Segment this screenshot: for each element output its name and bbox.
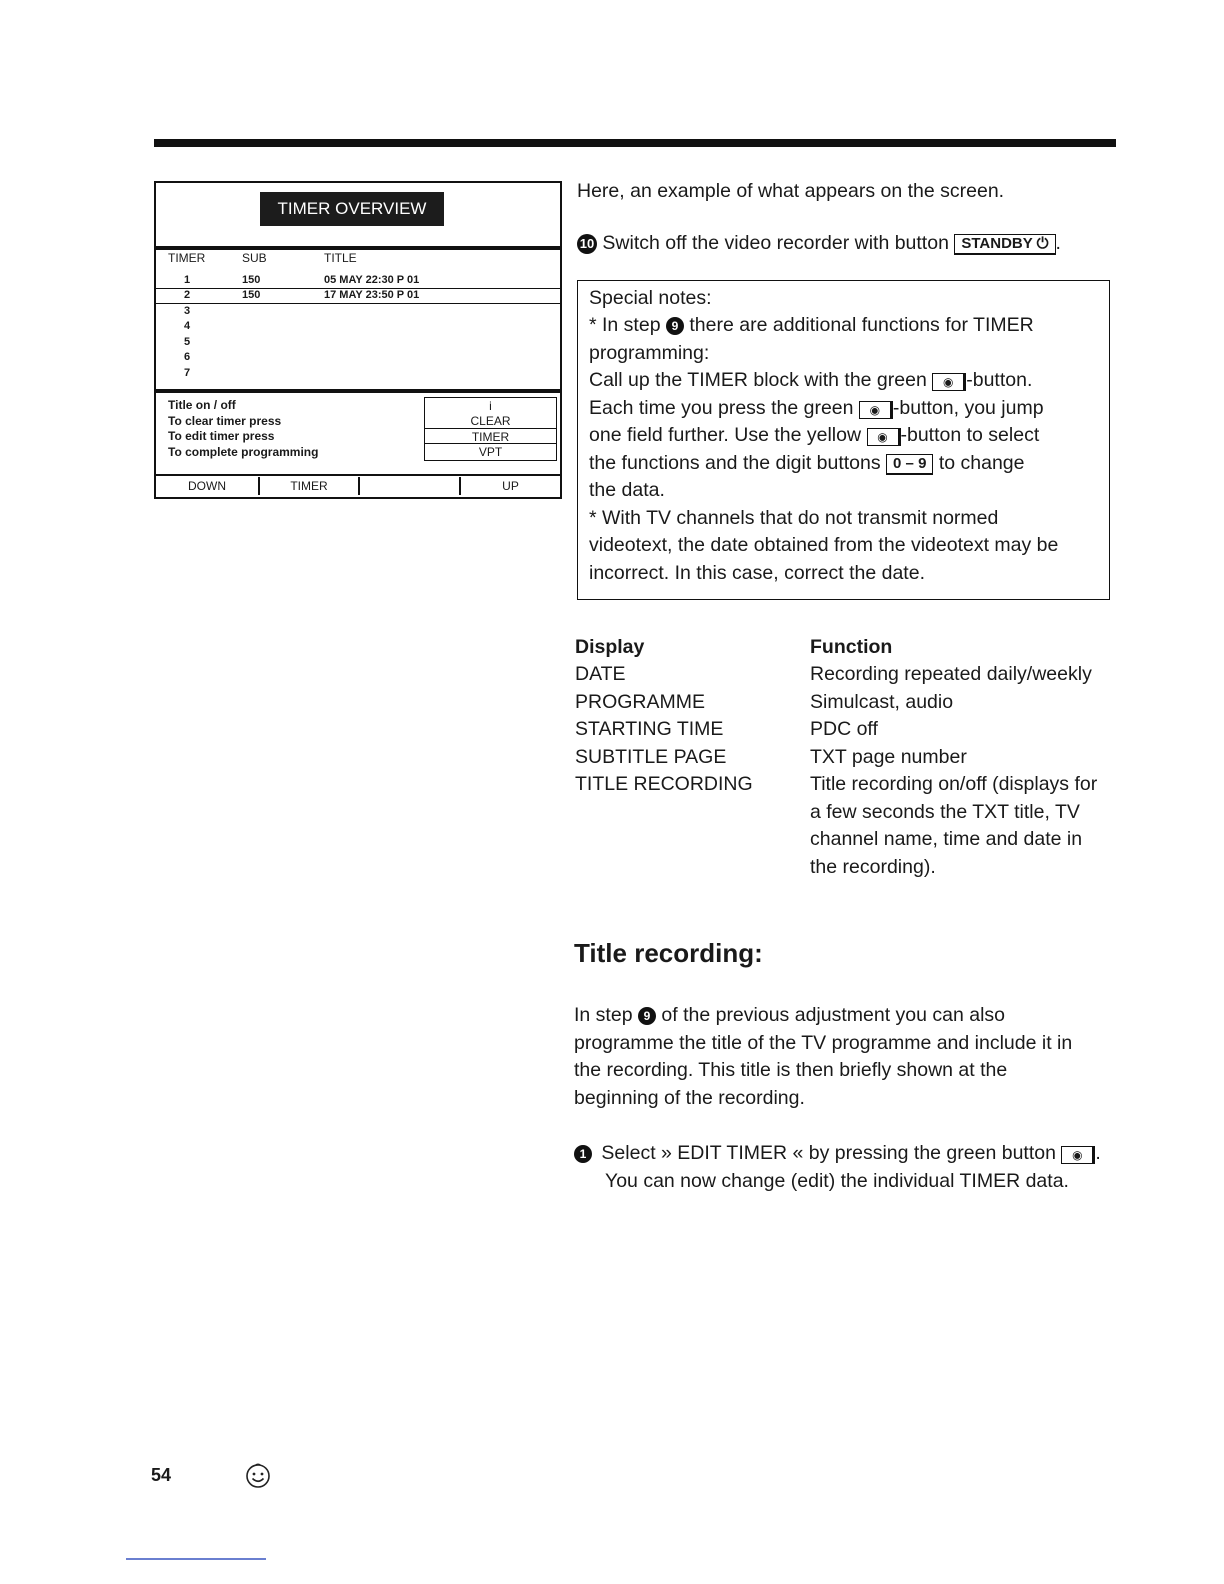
notes-line [589,367,1032,395]
step-punct: . [1095,1142,1101,1164]
table-cell-function-cont: the recording). [810,856,936,878]
notes-line: programming: [589,342,710,364]
table-cell-function: TXT page number [810,746,967,768]
timer-num: 5 [184,336,191,348]
timer-num: 4 [184,320,191,332]
softkey-down: DOWN [188,479,226,493]
step-number-badge: 1 [574,1145,592,1163]
section-heading: Title recording: [574,938,763,968]
standby-button-label: STANDBY ⏻ [954,234,1055,255]
notes-line: videotext, the date obtained from the videotext may be [589,534,1059,556]
col-header-title: TITLE [324,251,357,265]
notes-text: -button to select [900,424,1040,446]
table-cell-display: STARTING TIME [575,718,724,740]
paragraph-line [574,1002,1005,1030]
timer-num: 6 [184,351,191,363]
timer-row [156,273,560,289]
timer-num: 1 [184,274,191,286]
notes-text: -button, you jump [892,397,1044,419]
digit-buttons-label: 0 – 9 [886,454,933,475]
step-number-badge: 9 [638,1007,656,1025]
notes-line [589,450,1025,478]
table-cell-function: Simulcast, audio [810,691,954,713]
notes-text: one field further. Use the yellow [589,424,862,446]
footer-rule [126,1558,266,1560]
green-button-icon: ◉ [1061,1146,1095,1164]
timer-title: 17 MAY 23:50 P 01 [324,289,420,301]
timer-sub: 150 [242,289,261,301]
help-line: To complete programming [168,445,319,459]
timer-num: 7 [184,367,191,379]
table-cell-function: Title recording on/off (displays for [810,773,1098,795]
notes-text: the functions and the digit buttons [589,452,881,474]
yellow-button-icon: ◉ [867,428,901,446]
green-button-icon: ◉ [932,373,966,391]
notes-text: -button. [966,369,1033,391]
table-cell-display: TITLE RECORDING [575,773,753,795]
col-header-sub: SUB [242,251,267,265]
timer-overview-screen [154,181,562,499]
step-1 [574,1140,1101,1168]
key-timer: TIMER [425,428,556,444]
table-cell-display: SUBTITLE PAGE [575,746,727,768]
notes-line [589,312,1034,340]
notes-line [589,395,1044,423]
timer-title: 05 MAY 22:30 P 01 [324,274,420,286]
step-10 [577,230,1061,258]
divider [156,389,560,393]
step-number-badge: 9 [666,317,684,335]
softkey-up: UP [502,479,519,493]
notes-line: * With TV channels that do not transmit normed [589,507,999,529]
table-header-display: Display [575,636,645,658]
table-cell-function: Recording repeated daily/weekly [810,663,1092,685]
paragraph-line: the recording. This title is then briefly shown at the [574,1059,1008,1081]
table-cell-display: DATE [575,663,626,685]
timer-num: 3 [184,305,191,317]
timer-row [156,288,560,304]
key-info: i [489,399,492,413]
smiley-icon [244,1462,272,1490]
step-text: Switch off the video recorder with button [602,232,949,254]
key-legend [424,397,557,461]
notes-text: there are additional functions for TIMER [689,314,1034,336]
help-line: To edit timer press [168,429,275,443]
softkey-timer: TIMER [290,479,328,493]
key-vpt: VPT [425,443,556,459]
notes-title: Special notes: [589,287,712,309]
step-number-badge: 10 [577,234,597,254]
table-cell-function: PDC off [810,718,878,740]
table-header-function: Function [810,636,893,658]
table-cell-function-cont: channel name, time and date in [810,828,1083,850]
timer-row [156,366,560,381]
timer-num: 2 [184,289,191,301]
intro-text: Here, an example of what appears on the screen. [577,180,1005,202]
help-line: Title on / off [168,398,236,412]
notes-text: to change [938,452,1025,474]
timer-sub: 150 [242,274,261,286]
help-line: To clear timer press [168,414,282,428]
timer-row [156,335,560,350]
step-punct: . [1055,232,1061,254]
notes-line: the data. [589,479,665,501]
timer-row [156,319,560,334]
notes-line: incorrect. In this case, correct the date. [589,562,925,584]
divider [156,246,560,250]
table-cell-function-cont: a few seconds the TXT title, TV [810,801,1080,823]
top-rule [154,139,1116,147]
timer-row [156,350,560,365]
step-text: Select » EDIT TIMER « by pressing the green button [601,1142,1056,1164]
table-cell-display: PROGRAMME [575,691,706,713]
paragraph-line: programme the title of the TV programme and include it in [574,1032,1073,1054]
col-header-timer: TIMER [168,251,206,265]
key-clear: CLEAR [470,414,511,428]
screen-title: TIMER OVERVIEW [260,192,444,226]
divider [156,474,560,476]
page-number: 54 [151,1465,172,1485]
notes-text: * In step [589,314,661,336]
step-1-line2: You can now change (edit) the individual TIMER data. [605,1170,1069,1192]
green-button-icon: ◉ [859,401,893,419]
timer-row [156,304,560,319]
notes-line [589,422,1039,450]
special-notes-box [577,280,1110,600]
paragraph-text: of the previous adjustment you can also [661,1004,1006,1026]
paragraph-line: beginning of the recording. [574,1087,805,1109]
paragraph-text: In step [574,1004,633,1026]
divider [358,477,360,495]
notes-text: Call up the TIMER block with the green [589,369,927,391]
notes-text: Each time you press the green [589,397,854,419]
